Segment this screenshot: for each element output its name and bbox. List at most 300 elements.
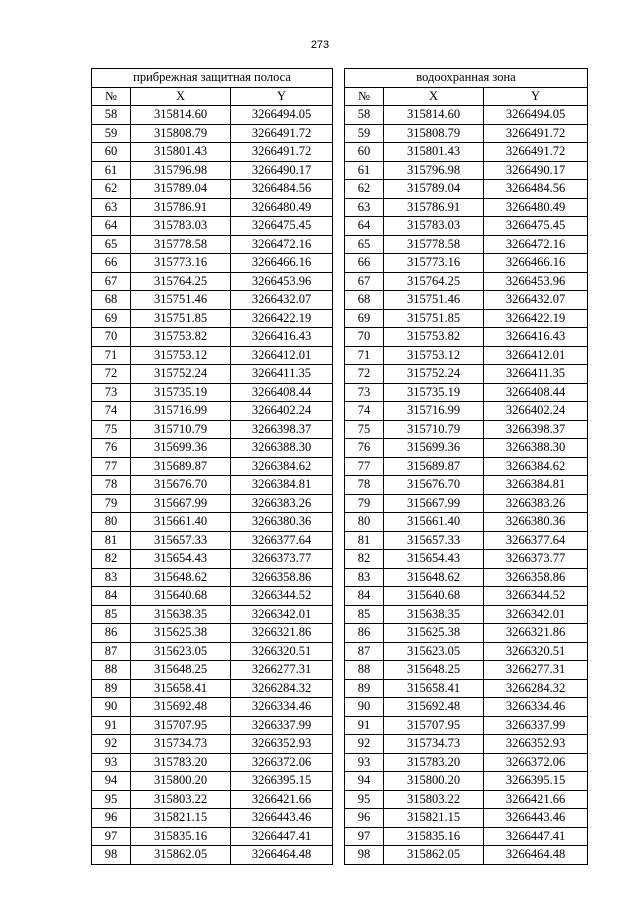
cell-y: 3266402.24 [484,402,588,421]
cell-x: 315689.87 [384,457,484,476]
cell-x: 315796.98 [131,161,231,180]
table-row [92,716,333,735]
cell-number: 78 [345,476,384,495]
cell-number: 71 [345,346,384,365]
cell-number: 84 [92,587,131,606]
cell-y: 3266475.45 [231,217,333,236]
cell-y: 3266494.05 [231,106,333,125]
table-row [345,605,588,624]
cell-number: 66 [92,254,131,273]
cell-x: 315783.03 [131,217,231,236]
cell-number: 71 [92,346,131,365]
cell-y: 3266398.37 [484,420,588,439]
cell-y: 3266380.36 [231,513,333,532]
cell-y: 3266398.37 [231,420,333,439]
cell-y: 3266475.45 [484,217,588,236]
cell-number: 97 [92,827,131,846]
cell-x: 315800.20 [131,772,231,791]
cell-x: 315640.68 [131,587,231,606]
cell-x: 315835.16 [131,827,231,846]
cell-y: 3266472.16 [231,235,333,254]
table-row [92,180,333,199]
cell-x: 315786.91 [384,198,484,217]
cell-x: 315734.73 [131,735,231,754]
table-row [92,642,333,661]
cell-number: 63 [92,198,131,217]
cell-number: 87 [92,642,131,661]
cell-y: 3266377.64 [231,531,333,550]
table-row [92,272,333,291]
cell-number: 69 [92,309,131,328]
cell-y: 3266494.05 [484,106,588,125]
cell-y: 3266395.15 [231,772,333,791]
table-row [345,661,588,680]
cell-number: 82 [345,550,384,569]
table-body [345,106,588,865]
table-row [92,809,333,828]
cell-number: 73 [345,383,384,402]
cell-number: 86 [345,624,384,643]
cell-y: 3266432.07 [231,291,333,310]
cell-number: 81 [92,531,131,550]
table-row [92,698,333,717]
cell-x: 315648.62 [384,568,484,587]
cell-number: 81 [345,531,384,550]
cell-x: 315801.43 [384,143,484,162]
cell-x: 315648.25 [384,661,484,680]
table-row [345,772,588,791]
cell-y: 3266320.51 [484,642,588,661]
cell-y: 3266372.06 [484,753,588,772]
cell-number: 80 [345,513,384,532]
cell-y: 3266453.96 [231,272,333,291]
table-row [92,476,333,495]
cell-y: 3266383.26 [484,494,588,513]
table-row [345,790,588,809]
cell-number: 58 [92,106,131,125]
cell-number: 74 [345,402,384,421]
cell-number: 91 [345,716,384,735]
cell-number: 68 [92,291,131,310]
table-row [345,365,588,384]
cell-x: 315707.95 [384,716,484,735]
cell-x: 315676.70 [384,476,484,495]
cell-number: 68 [345,291,384,310]
cell-number: 62 [92,180,131,199]
cell-number: 85 [345,605,384,624]
cell-number: 74 [92,402,131,421]
table-row [345,513,588,532]
cell-y: 3266321.86 [231,624,333,643]
table-row [92,550,333,569]
cell-number: 76 [345,439,384,458]
cell-number: 65 [92,235,131,254]
cell-y: 3266344.52 [231,587,333,606]
cell-x: 315640.68 [384,587,484,606]
cell-x: 315801.43 [131,143,231,162]
table-row [92,383,333,402]
cell-number: 60 [345,143,384,162]
cell-number: 87 [345,642,384,661]
table-row [92,790,333,809]
cell-y: 3266388.30 [484,439,588,458]
table-row [345,679,588,698]
cell-number: 65 [345,235,384,254]
cell-number: 59 [345,124,384,143]
table-row [92,735,333,754]
cell-y: 3266402.24 [231,402,333,421]
cell-number: 69 [345,309,384,328]
cell-x: 315716.99 [384,402,484,421]
cell-x: 315783.03 [384,217,484,236]
cell-x: 315661.40 [131,513,231,532]
table-row [345,217,588,236]
cell-number: 59 [92,124,131,143]
table-row [92,661,333,680]
cell-x: 315716.99 [131,402,231,421]
cell-x: 315657.33 [131,531,231,550]
cell-number: 60 [92,143,131,162]
cell-number: 73 [92,383,131,402]
table-row [92,827,333,846]
cell-y: 3266466.16 [231,254,333,273]
table-row [92,161,333,180]
cell-x: 315800.20 [384,772,484,791]
table-row [345,180,588,199]
cell-x: 315699.36 [384,439,484,458]
cell-number: 78 [92,476,131,495]
cell-y: 3266466.16 [484,254,588,273]
cell-y: 3266432.07 [484,291,588,310]
cell-y: 3266337.99 [231,716,333,735]
cell-x: 315814.60 [384,106,484,125]
cell-number: 58 [345,106,384,125]
cell-y: 3266411.35 [231,365,333,384]
cell-number: 75 [92,420,131,439]
cell-y: 3266443.46 [484,809,588,828]
cell-x: 315658.41 [384,679,484,698]
cell-x: 315689.87 [131,457,231,476]
cell-x: 315753.82 [131,328,231,347]
cell-number: 77 [345,457,384,476]
table-row [92,346,333,365]
table-row [92,365,333,384]
cell-y: 3266334.46 [484,698,588,717]
cell-y: 3266358.86 [231,568,333,587]
cell-number: 97 [345,827,384,846]
table-row [92,402,333,421]
cell-y: 3266352.93 [231,735,333,754]
cell-number: 70 [345,328,384,347]
page-number: 273 [310,39,330,51]
cell-y: 3266344.52 [484,587,588,606]
cell-number: 95 [92,790,131,809]
cell-x: 315862.05 [131,846,231,865]
cell-y: 3266373.77 [231,550,333,569]
cell-y: 3266408.44 [231,383,333,402]
table-row [345,198,588,217]
table-row [92,457,333,476]
cell-y: 3266447.41 [231,827,333,846]
cell-y: 3266490.17 [484,161,588,180]
cell-x: 315835.16 [384,827,484,846]
cell-number: 83 [345,568,384,587]
cell-x: 315623.05 [384,642,484,661]
cell-x: 315808.79 [384,124,484,143]
table-row [345,642,588,661]
cell-number: 86 [92,624,131,643]
cell-x: 315638.35 [131,605,231,624]
cell-number: 61 [92,161,131,180]
cell-x: 315778.58 [131,235,231,254]
table-row [345,531,588,550]
cell-number: 93 [345,753,384,772]
cell-x: 315625.38 [384,624,484,643]
table-row [92,494,333,513]
cell-y: 3266491.72 [484,124,588,143]
table-title: водоохранная зона [345,69,588,88]
table-row [345,827,588,846]
table-row [92,772,333,791]
cell-y: 3266320.51 [231,642,333,661]
cell-x: 315764.25 [384,272,484,291]
cell-y: 3266277.31 [484,661,588,680]
table-row [92,605,333,624]
cell-x: 315786.91 [131,198,231,217]
table-row [92,328,333,347]
cell-x: 315676.70 [131,476,231,495]
column-header-y: Y [231,87,333,106]
table-row [345,716,588,735]
cell-number: 88 [345,661,384,680]
cell-x: 315667.99 [384,494,484,513]
cell-x: 315862.05 [384,846,484,865]
table-row [92,568,333,587]
table-row [345,735,588,754]
cell-x: 315796.98 [384,161,484,180]
table-row [92,217,333,236]
cell-x: 315789.04 [384,180,484,199]
table-row [92,531,333,550]
cell-x: 315753.12 [384,346,484,365]
cell-x: 315821.15 [131,809,231,828]
table-row [345,346,588,365]
cell-y: 3266421.66 [484,790,588,809]
cell-y: 3266447.41 [484,827,588,846]
cell-y: 3266411.35 [484,365,588,384]
cell-number: 89 [345,679,384,698]
cell-number: 85 [92,605,131,624]
cell-x: 315751.46 [384,291,484,310]
cell-y: 3266383.26 [231,494,333,513]
cell-y: 3266472.16 [484,235,588,254]
cell-number: 72 [345,365,384,384]
table-row [345,291,588,310]
column-header-x: X [131,87,231,106]
cell-x: 315625.38 [131,624,231,643]
cell-x: 315658.41 [131,679,231,698]
table-row [92,106,333,125]
table-row [345,494,588,513]
table-row [92,753,333,772]
cell-number: 95 [345,790,384,809]
table-row [345,439,588,458]
cell-x: 315803.22 [384,790,484,809]
table-row [92,291,333,310]
cell-number: 75 [345,420,384,439]
cell-x: 315735.19 [131,383,231,402]
table-row [92,439,333,458]
cell-x: 315654.43 [384,550,484,569]
cell-x: 315710.79 [131,420,231,439]
cell-number: 92 [92,735,131,754]
table-row [345,457,588,476]
table-row [92,624,333,643]
table-row [92,198,333,217]
cell-y: 3266388.30 [231,439,333,458]
cell-x: 315623.05 [131,642,231,661]
table-row [345,383,588,402]
cell-number: 82 [92,550,131,569]
cell-number: 84 [345,587,384,606]
cell-number: 79 [92,494,131,513]
table-row [345,309,588,328]
cell-x: 315648.25 [131,661,231,680]
cell-y: 3266490.17 [231,161,333,180]
cell-y: 3266384.81 [231,476,333,495]
cell-x: 315764.25 [131,272,231,291]
cell-y: 3266352.93 [484,735,588,754]
cell-number: 92 [345,735,384,754]
table-row [345,402,588,421]
cell-number: 67 [92,272,131,291]
cell-x: 315638.35 [384,605,484,624]
table-row [92,124,333,143]
cell-y: 3266484.56 [231,180,333,199]
cell-y: 3266395.15 [484,772,588,791]
cell-x: 315735.19 [384,383,484,402]
cell-number: 91 [92,716,131,735]
cell-y: 3266358.86 [484,568,588,587]
cell-x: 315778.58 [384,235,484,254]
coastal-protection-strip-table [91,68,333,865]
cell-y: 3266464.48 [231,846,333,865]
cell-y: 3266480.49 [484,198,588,217]
cell-x: 315814.60 [131,106,231,125]
cell-y: 3266408.44 [484,383,588,402]
cell-x: 315692.48 [384,698,484,717]
cell-x: 315783.20 [384,753,484,772]
cell-number: 64 [92,217,131,236]
table-row [345,254,588,273]
cell-number: 76 [92,439,131,458]
table-row [92,587,333,606]
cell-x: 315783.20 [131,753,231,772]
cell-x: 315752.24 [131,365,231,384]
cell-number: 61 [345,161,384,180]
table-body [92,106,333,865]
cell-number: 96 [92,809,131,828]
cell-number: 90 [92,698,131,717]
cell-x: 315752.24 [384,365,484,384]
table-row [92,679,333,698]
cell-number: 93 [92,753,131,772]
column-header-number: № [345,87,384,106]
table-row [345,143,588,162]
cell-y: 3266421.66 [231,790,333,809]
cell-y: 3266377.64 [484,531,588,550]
table-row [345,272,588,291]
cell-number: 83 [92,568,131,587]
cell-y: 3266334.46 [231,698,333,717]
cell-y: 3266416.43 [231,328,333,347]
cell-x: 315648.62 [131,568,231,587]
cell-y: 3266384.62 [484,457,588,476]
table-row [92,254,333,273]
table-row [345,328,588,347]
cell-number: 67 [345,272,384,291]
cell-x: 315707.95 [131,716,231,735]
cell-x: 315654.43 [131,550,231,569]
table-row [345,161,588,180]
table-row [92,846,333,865]
table-row [345,698,588,717]
cell-y: 3266380.36 [484,513,588,532]
cell-x: 315692.48 [131,698,231,717]
cell-x: 315753.82 [384,328,484,347]
table-row [92,143,333,162]
table-row [345,420,588,439]
cell-x: 315789.04 [131,180,231,199]
table-row [345,476,588,495]
cell-x: 315773.16 [384,254,484,273]
cell-x: 315734.73 [384,735,484,754]
table-row [345,124,588,143]
cell-number: 62 [345,180,384,199]
column-header-x: X [384,87,484,106]
cell-y: 3266372.06 [231,753,333,772]
cell-y: 3266422.19 [231,309,333,328]
cell-number: 90 [345,698,384,717]
table-row [92,235,333,254]
cell-y: 3266342.01 [231,605,333,624]
cell-x: 315667.99 [131,494,231,513]
cell-number: 63 [345,198,384,217]
cell-y: 3266373.77 [484,550,588,569]
table-row [345,235,588,254]
cell-number: 77 [92,457,131,476]
cell-y: 3266484.56 [484,180,588,199]
table-row [92,309,333,328]
cell-number: 98 [345,846,384,865]
cell-y: 3266443.46 [231,809,333,828]
cell-x: 315753.12 [131,346,231,365]
cell-number: 79 [345,494,384,513]
cell-y: 3266491.72 [231,124,333,143]
cell-number: 66 [345,254,384,273]
cell-y: 3266284.32 [231,679,333,698]
cell-y: 3266491.72 [484,143,588,162]
table-row [345,809,588,828]
cell-x: 315803.22 [131,790,231,809]
cell-x: 315661.40 [384,513,484,532]
water-protection-zone-table [344,68,588,865]
cell-number: 98 [92,846,131,865]
cell-x: 315657.33 [384,531,484,550]
cell-x: 315751.85 [131,309,231,328]
cell-y: 3266384.81 [484,476,588,495]
column-header-y: Y [484,87,588,106]
